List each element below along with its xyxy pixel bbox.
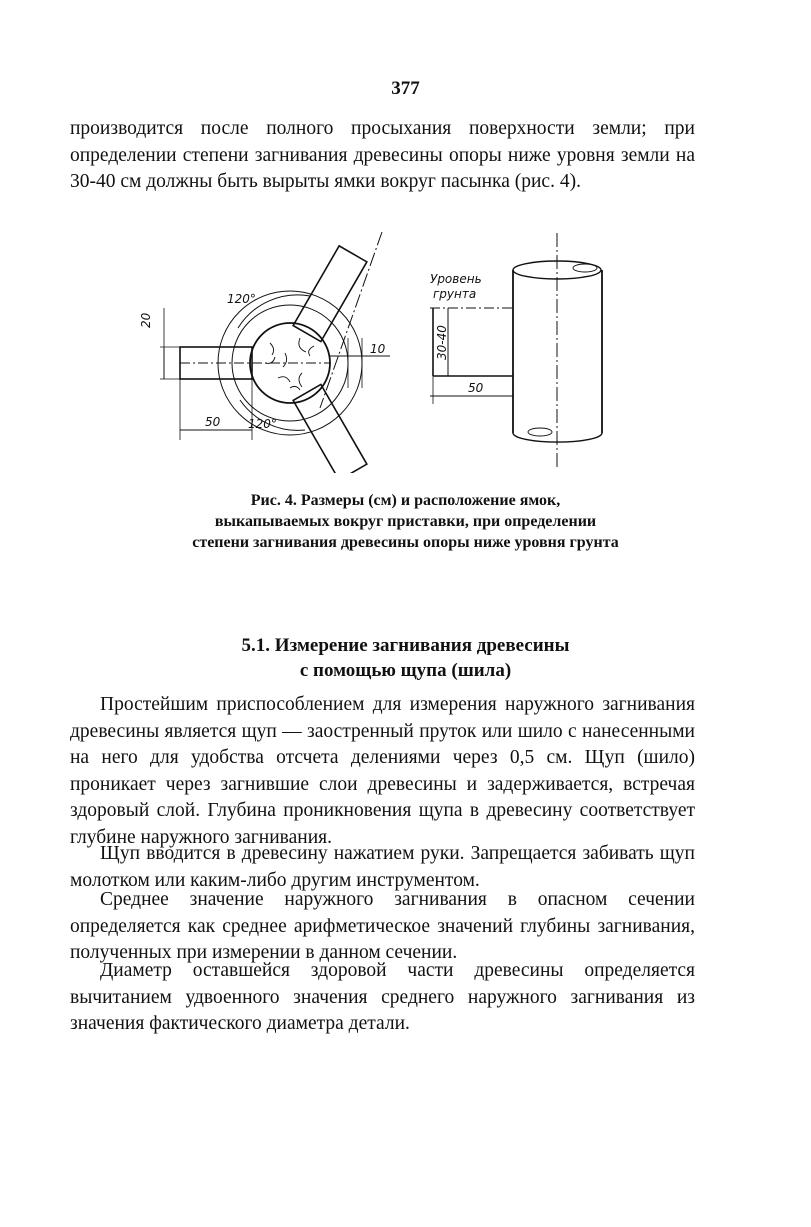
ground-label-line2: грунта [433, 287, 477, 301]
page-number: 377 [391, 78, 420, 99]
figure-caption [0, 490, 811, 553]
dim-120-top-label: 120° [227, 292, 256, 306]
paragraph-average-decay: Среднее значение наружного загнивания в опасном сечении определяется как среднее арифметическое значений глубины загнивания, полученных при измерении в данном сечении. [70, 889, 695, 963]
dim-10-label: 10 [370, 342, 386, 356]
section-heading [0, 633, 811, 683]
caption-line-1: Рис. 4. Размеры (см) и расположение ямок, [250, 492, 561, 509]
intro-paragraph: производится после полного просыхания поверхности земли; при определении степени загнивания древесины опоры ниже уровня земли на 30-40 см должны быть вырыты ямки вокруг пасынка (рис. 4). [70, 118, 695, 192]
paragraph-probe-description: Простейшим приспособлением для измерения наружного загнивания древесины является щуп — заостренный пруток или шило с нанесенными на него для удобства отсчета делениями через 0,5 см. Щуп (шило) проникает через загнившие слои древесины и задерживается, встречая здоровый слой. Глубина проникновения щупа в древесину соответствует глубине наружного загнивания. [70, 694, 695, 848]
pit-lower-right [293, 384, 367, 473]
side-view [430, 233, 602, 468]
section-title-line-1: 5.1. Измерение загнивания древесины [241, 635, 570, 656]
caption-line-2: выкапываемых вокруг приставки, при определении [214, 513, 597, 530]
dim-120-bottom-label: 120° [248, 417, 277, 431]
paragraph-healthy-diameter: Диаметр оставшейся здоровой части древесины определяется вычитанием удвоенного значения среднего наружного загнивания из значения фактического диаметра детали. [70, 960, 695, 1034]
ground-label-line1: Уровень [430, 272, 482, 286]
top-view [160, 232, 390, 473]
section-title-line-2: с помощью щупа (шила) [299, 660, 512, 681]
dim-50-right-label: 50 [468, 381, 484, 395]
dim-30-40-label: 30-40 [435, 325, 449, 360]
caption-line-3: степени загнивания древесины опоры ниже уровня грунта [192, 534, 619, 551]
dim-50-left-label: 50 [205, 415, 221, 429]
paragraph-probe-usage: Щуп вводится в древесину нажатием руки. Запрещается забивать щуп молотком или каким-либо другим инструментом. [70, 843, 695, 891]
pit-layout-diagram [130, 228, 630, 473]
pit-upper-right [293, 246, 367, 342]
figure-4 [130, 228, 630, 473]
dim-20-label: 20 [139, 312, 153, 328]
